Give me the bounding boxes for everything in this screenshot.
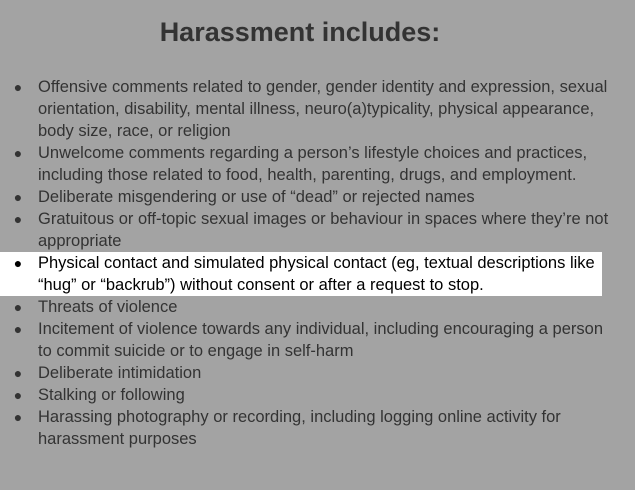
bullet-icon: ● [13, 79, 23, 95]
list-item [0, 76, 635, 142]
list-item [0, 362, 635, 384]
list-item-text: Stalking or following [38, 386, 185, 404]
list-item [0, 406, 635, 450]
list-item [0, 318, 635, 362]
list-item [0, 142, 635, 186]
list-item-text: Deliberate intimidation [38, 364, 202, 382]
list-item-text: Harassing photography or recording, including logging online activity for harassment purposes [38, 408, 561, 448]
list-item-text: Unwelcome comments regarding a person’s lifestyle choices and practices, including those related to food, health, parenting, drugs, and employment. [38, 144, 588, 184]
bullet-icon: ● [13, 365, 23, 381]
list-item-text: Physical contact and simulated physical contact (eg, textual descriptions like “hug” or “backrub”) without consent or after a request to stop. [38, 254, 595, 294]
list-item-text: Deliberate misgendering or use of “dead” or rejected names [38, 188, 475, 206]
list-item-text: Threats of violence [38, 298, 178, 316]
list-item [0, 208, 635, 252]
harassment-list [0, 76, 635, 450]
list-item-text: Incitement of violence towards any individual, including encouraging a person to commit suicide or to engage in self-harm [38, 320, 604, 360]
list-item [0, 384, 635, 406]
bullet-icon: ● [13, 299, 23, 315]
page-title: Harassment includes: [159, 17, 441, 47]
bullet-icon: ● [13, 211, 23, 227]
list-item [0, 296, 635, 318]
list-item-text: Offensive comments related to gender, gender identity and expression, sexual orientation, disability, mental illness, neuro(a)typicality, physical appearance, body size, race, or religion [38, 78, 608, 140]
list-item-text: Gratuitous or off-topic sexual images or behaviour in spaces where they’re not appropriate [38, 210, 609, 250]
bullet-icon: ● [13, 321, 23, 337]
bullet-icon: ● [13, 145, 23, 161]
bullet-icon: ● [13, 255, 23, 271]
bullet-icon: ● [13, 387, 23, 403]
highlighted-list-item [0, 252, 602, 296]
bullet-icon: ● [13, 409, 23, 425]
bullet-icon: ● [13, 189, 23, 205]
list-item [0, 186, 635, 208]
